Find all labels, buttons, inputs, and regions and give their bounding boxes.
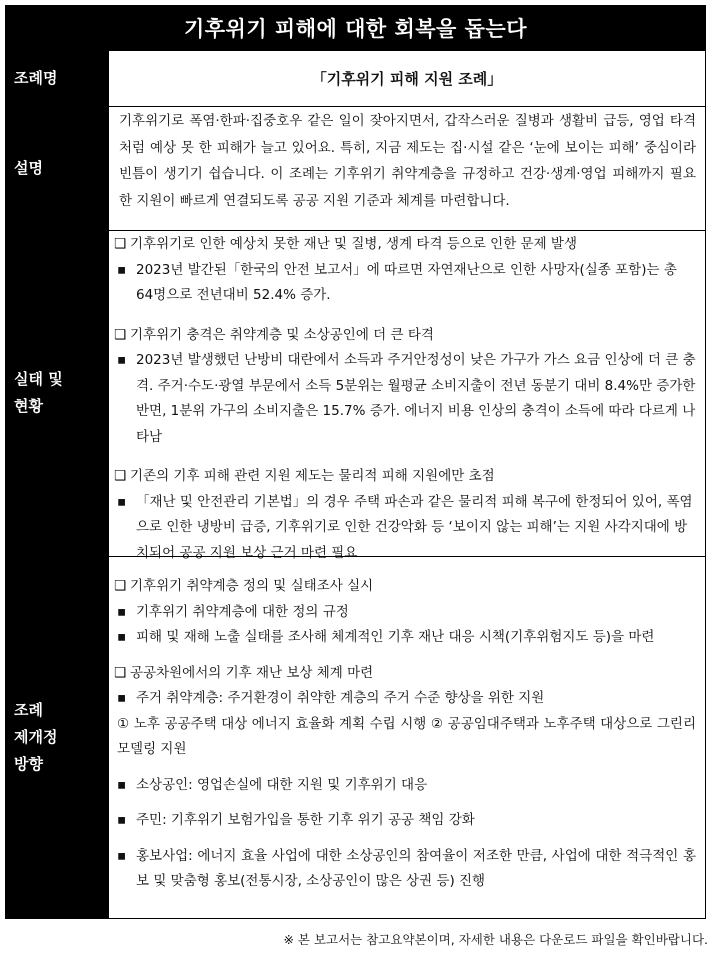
- description-text: 기후위기로 폭염·한파·집중호우 같은 일이 잦아지면서, 갑작스러운 질병과 생활비 급등, 영업 타격처럼 예상 못 한 피해가 늘고 있어요. 특히, 지금 제도는 집·시설 같은 ‘눈에 보이는 피해’ 중심이라 빈틈이 생기기 쉽습니다. 이 조례는 기후위기 취약계층을 규정하고 건강·생계·영업 피해까지 필요한 지원이 빠르게 연결되도록 공공 지원 기준과 체계를 마련합니다.: [119, 113, 696, 209]
- ordinance-name-row: [6, 50, 705, 106]
- square-bullet-icon: ▪: [117, 261, 127, 278]
- status-item: [114, 232, 696, 309]
- checkbox-square-icon: ❑: [114, 236, 127, 252]
- direction-label-line2: 제개정: [14, 727, 58, 746]
- status-item-bullet: 2023년 발간된「한국의 안전 보고서」에 따르면 자연재난으로 인한 사망자(실종 포함)는 총 64명으로 전년대비 52.4% 증가.: [136, 261, 677, 303]
- square-bullet-icon: ▪: [117, 847, 127, 864]
- status-item: [114, 464, 696, 566]
- ordinance-name-value: 「기후위기 피해 지원 조례」: [109, 50, 705, 106]
- direction-row: [6, 556, 705, 918]
- checkbox-square-icon: ❑: [114, 664, 127, 681]
- ordinance-name-label: 조례명: [6, 50, 109, 106]
- direction-bullet: 소상공인: 영업손실에 대한 지원 및 기후위기 대응: [136, 776, 428, 793]
- description-content: [109, 106, 705, 230]
- status-row: [6, 230, 705, 561]
- direction-bullet: 주민: 기후위기 보험가입을 통한 기후 위기 공공 책임 강화: [136, 812, 475, 828]
- square-bullet-icon: ▪: [117, 812, 127, 828]
- direction-bullet: 기후위기 취약계층에 대한 정의 규정: [136, 603, 349, 620]
- status-item: [114, 323, 696, 451]
- description-row: [6, 106, 705, 230]
- status-label-line1: 실태 및: [14, 370, 63, 388]
- status-label-line2: 현황: [14, 397, 43, 415]
- summary-document: [5, 5, 706, 919]
- direction-label: [6, 556, 109, 918]
- direction-content: [109, 556, 705, 918]
- checkbox-square-icon: ❑: [114, 326, 127, 343]
- square-bullet-icon: ▪: [117, 352, 127, 368]
- document-title: 기후위기 피해에 대한 회복을 돕는다: [6, 6, 705, 50]
- direction-block: [114, 574, 696, 651]
- direction-label-line1: 조례: [14, 700, 43, 719]
- status-content: [109, 230, 705, 561]
- status-item-heading: 기후위기 충격은 취약계층 및 소상공인에 더 큰 타격: [130, 326, 434, 343]
- status-item-bullet: 2023년 발생했던 난방비 대란에서 소득과 주거안정성이 낮은 가구가 가스 요금 인상에 더 큰 충격. 주거·수도·광열 부문에서 소득 5분위는 월평균 소비지출이 전년 동분기 대비 8.4%만 증가한 반면, 1분위 가구의 소비지출은 15.7% 증가. 에너지 비용 인상의 충격이 소득에 따라 다르게 나타남: [136, 352, 696, 445]
- status-item-heading: 기후위기로 인한 예상치 못한 재난 및 질병, 생계 타격 등으로 인한 문제 발생: [130, 236, 578, 252]
- square-bullet-icon: ▪: [117, 776, 127, 793]
- square-bullet-icon: ▪: [117, 690, 127, 706]
- description-label: 설명: [6, 106, 109, 230]
- direction-block: [114, 661, 696, 895]
- status-item-bullet: 「재난 및 안전관리 기본법」의 경우 주택 파손과 같은 물리적 피해 복구에 한정되어 있어, 폭염으로 인한 냉방비 급증, 기후위기로 인한 건강악화 등 ‘보이지 않는 피해’는 지원 사각지대에 방치되어 공공 지원 보상 근거 마련 필요: [136, 493, 693, 561]
- direction-label-line3: 방향: [14, 754, 43, 773]
- direction-bullet: 주거 취약계층: 주거환경이 취약한 계층의 주거 수준 향상을 위한 지원: [136, 690, 545, 706]
- square-bullet-icon: ▪: [117, 629, 127, 645]
- direction-bullet: 피해 및 재해 노출 실태를 조사해 체계적인 기후 재난 대응 시책(기후위험지도 등)을 마련: [136, 629, 655, 645]
- direction-heading: 기후위기 취약계층 정의 및 실태조사 실시: [130, 578, 374, 594]
- status-item-heading: 기존의 기후 피해 관련 지원 제도는 물리적 피해 지원에만 초점: [130, 468, 495, 484]
- direction-sub-text: ① 노후 공공주택 대상 에너지 효율화 계획 수립 시행 ② 공공임대주택과 노후주택 대상으로 그린리모델링 지원: [117, 715, 696, 757]
- square-bullet-icon: ▪: [117, 603, 127, 620]
- checkbox-square-icon: ❑: [114, 578, 127, 594]
- square-bullet-icon: ▪: [117, 493, 127, 510]
- footnote: ※ 본 보고서는 참고요약본이며, 자세한 내용은 다운로드 파일을 확인바랍니다.: [283, 932, 708, 947]
- direction-bullet: 홍보사업: 에너지 효율 사업에 대한 소상공인의 참여율이 저조한 만큼, 사업에 대한 적극적인 홍보 및 맞춤형 홍보(전통시장, 소상공인이 많은 상권 등) 진행: [136, 847, 696, 889]
- checkbox-square-icon: ❑: [114, 468, 127, 484]
- status-label: [6, 230, 109, 556]
- direction-heading: 공공차원에서의 기후 재난 보상 체계 마련: [130, 664, 374, 681]
